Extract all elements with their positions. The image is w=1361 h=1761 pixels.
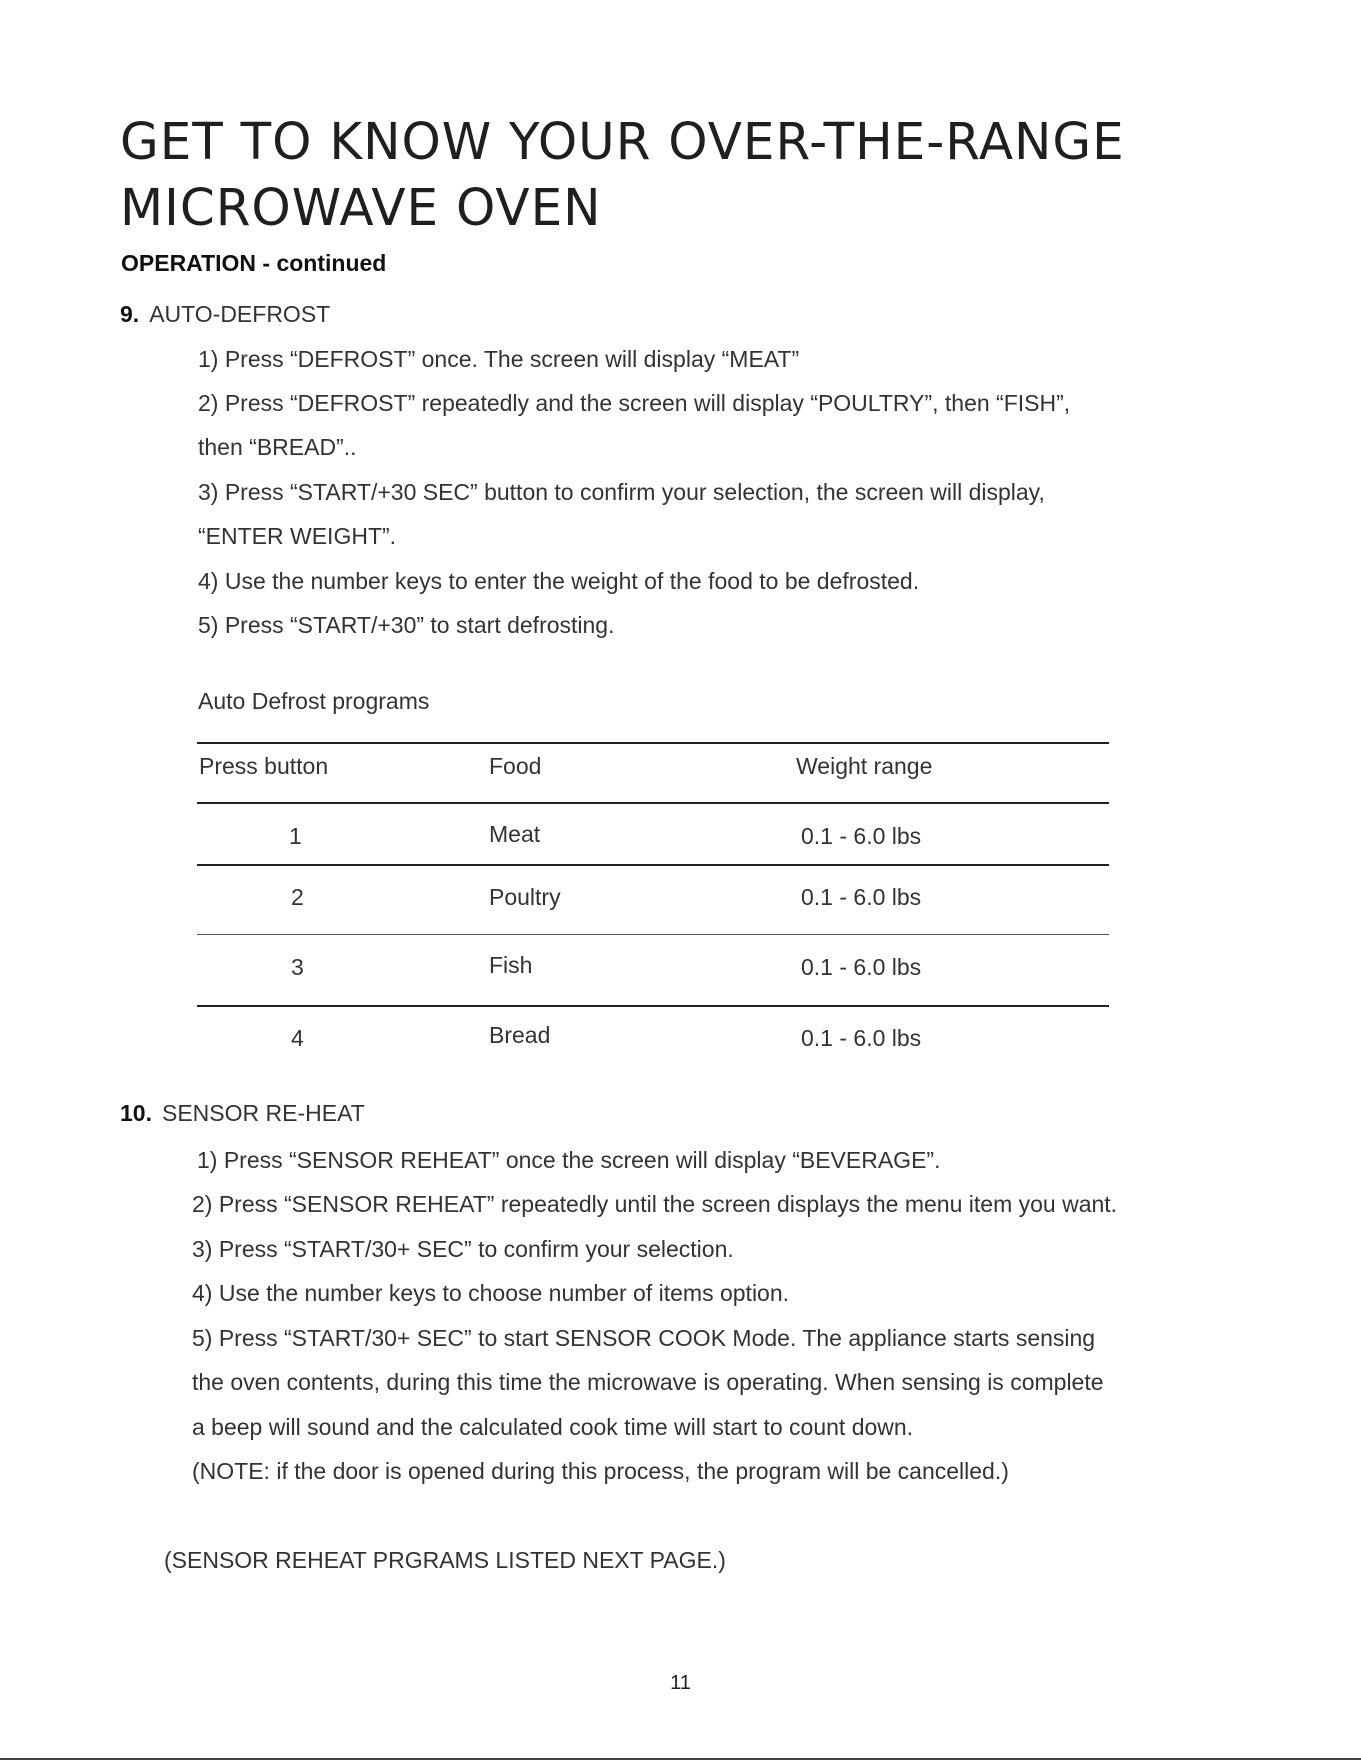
sensor-reheat-step-2: 2) Press “SENSOR REHEAT” repeatedly until the screen displays the menu item you want. bbox=[192, 1191, 1118, 1217]
table-cell-food: Fish bbox=[489, 952, 533, 978]
auto-defrost-step-5: 5) Press “START/+30” to start defrosting. bbox=[198, 612, 615, 638]
sensor-reheat-step-3: 3) Press “START/30+ SEC” to confirm your selection. bbox=[192, 1236, 734, 1262]
sensor-reheat-heading bbox=[120, 1100, 365, 1127]
table-cell-button: 2 bbox=[291, 884, 304, 910]
auto-defrost-step-1: 1) Press “DEFROST” once. The screen will display “MEAT” bbox=[198, 346, 800, 372]
auto-defrost-heading bbox=[120, 301, 330, 328]
sensor-reheat-note: (NOTE: if the door is opened during this process, the program will be cancelled.) bbox=[192, 1458, 1009, 1484]
table-cell-food: Meat bbox=[489, 821, 541, 847]
table-cell-food: Poultry bbox=[489, 884, 561, 910]
table-cell-weight: 0.1 - 6.0 lbs bbox=[801, 954, 922, 980]
page-number: 11 bbox=[670, 1672, 691, 1694]
auto-defrost-step-2: 2) Press “DEFROST” repeatedly and the screen will display “POULTRY”, then “FISH”, bbox=[198, 390, 1071, 416]
auto-defrost-step-2-cont: then “BREAD”.. bbox=[198, 434, 357, 460]
table-row-rule bbox=[197, 864, 1109, 866]
sensor-reheat-step-5-cont: a beep will sound and the calculated cook time will start to count down. bbox=[192, 1414, 914, 1440]
table-cell-weight: 0.1 - 6.0 lbs bbox=[801, 1025, 922, 1051]
table-cell-weight: 0.1 - 6.0 lbs bbox=[801, 823, 922, 849]
table-top-rule bbox=[197, 742, 1109, 744]
page-title-line-2: MICROWAVE OVEN bbox=[120, 179, 602, 238]
sensor-reheat-step-4: 4) Use the number keys to choose number of items option. bbox=[192, 1280, 790, 1306]
sensor-reheat-step-5: 5) Press “START/30+ SEC” to start SENSOR COOK Mode. The appliance starts sensing bbox=[192, 1325, 1096, 1351]
table-cell-button: 4 bbox=[291, 1025, 304, 1051]
auto-defrost-title: AUTO-DEFROST bbox=[149, 301, 331, 327]
page-title bbox=[120, 110, 1276, 242]
table-row-rule bbox=[197, 934, 1109, 935]
table-header-press-button: Press button bbox=[199, 753, 329, 779]
table-cell-button: 1 bbox=[289, 823, 302, 849]
sensor-reheat-step-1: 1) Press “SENSOR REHEAT” once the screen will display “BEVERAGE”. bbox=[197, 1147, 941, 1173]
auto-defrost-step-3-cont: “ENTER WEIGHT”. bbox=[198, 523, 397, 549]
table-caption: Auto Defrost programs bbox=[198, 688, 430, 714]
table-header-food: Food bbox=[489, 753, 542, 779]
auto-defrost-step-4: 4) Use the number keys to enter the weight of the food to be defrosted. bbox=[198, 568, 920, 594]
auto-defrost-number: 9. bbox=[120, 301, 140, 327]
sensor-reheat-footnote: (SENSOR REHEAT PRGRAMS LISTED NEXT PAGE.) bbox=[164, 1547, 726, 1573]
table-row-rule bbox=[197, 1005, 1109, 1007]
section-subtitle: OPERATION - continued bbox=[121, 250, 387, 276]
table-cell-button: 3 bbox=[291, 954, 304, 980]
sensor-reheat-number: 10. bbox=[120, 1100, 152, 1126]
table-header-weight-range: Weight range bbox=[796, 753, 933, 779]
page-title-line-1: GET TO KNOW YOUR OVER-THE-RANGE bbox=[120, 113, 1125, 172]
table-cell-food: Bread bbox=[489, 1022, 551, 1048]
auto-defrost-step-3: 3) Press “START/+30 SEC” button to confirm your selection, the screen will display, bbox=[198, 479, 1045, 505]
footer-rule bbox=[0, 1758, 1361, 1760]
sensor-reheat-title: SENSOR RE-HEAT bbox=[161, 1100, 365, 1126]
table-cell-weight: 0.1 - 6.0 lbs bbox=[801, 884, 922, 910]
sensor-reheat-step-5-cont: the oven contents, during this time the microwave is operating. When sensing is complete bbox=[192, 1369, 1104, 1395]
table-header-rule bbox=[197, 802, 1109, 804]
